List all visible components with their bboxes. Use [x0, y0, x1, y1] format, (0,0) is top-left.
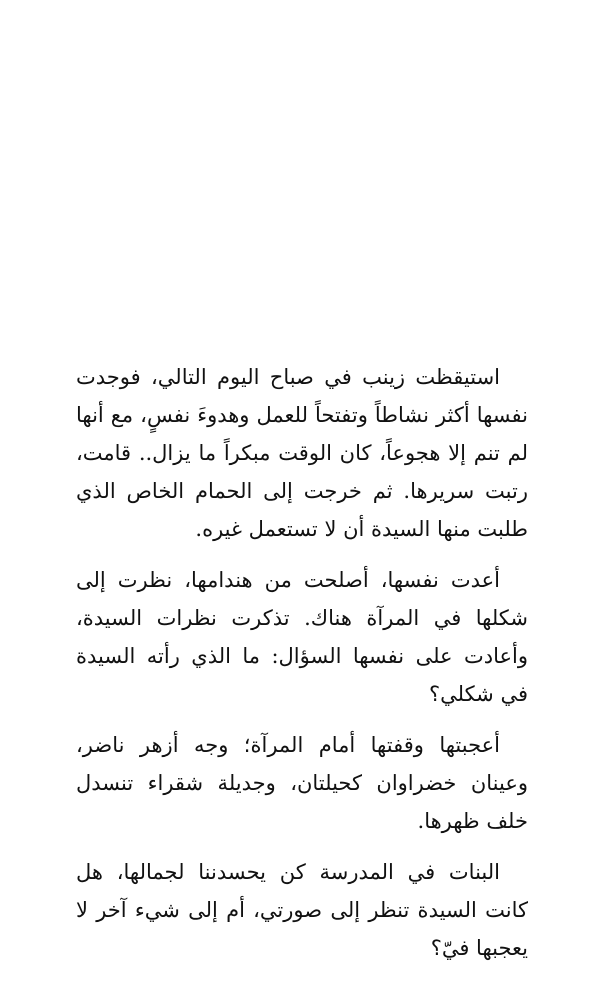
- paragraph-4: البنات في المدرسة كن يحسدننا لجمالها، هل كانت السيدة تنظر إلى صورتي، أم إلى شيء آخر لا يعجبها فيّ؟: [76, 860, 528, 960]
- paragraph-1: استيقظت زينب في صباح اليوم التالي، فوجدت نفسها أكثر نشاطاً وتفتحاً للعمل وهدوءَ نفسٍ، مع أنها لم تنم إلا هجوعاً، كان الوقت مبكراً ما يزال.. قامت، رتبت سريرها. ثم خرجت إلى الحمام الخاص الذي طلبت منها السيدة أن لا تستعمل غيره.: [76, 365, 528, 541]
- body-text: [76, 358, 528, 967]
- paragraph-2: أعدت نفسها، أصلحت من هندامها، نظرت إلى شكلها في المرآة هناك. تذكرت نظرات السيدة، وأعادت على نفسها السؤال: ما الذي رأته السيدة في شكلي؟: [76, 568, 528, 706]
- paragraph-3: أعجبتها وقفتها أمام المرآة؛ وجه أزهر ناضر، وعينان خضراوان كحيلتان، وجديلة شقراء تنسدل خلف ظهرها.: [76, 733, 528, 833]
